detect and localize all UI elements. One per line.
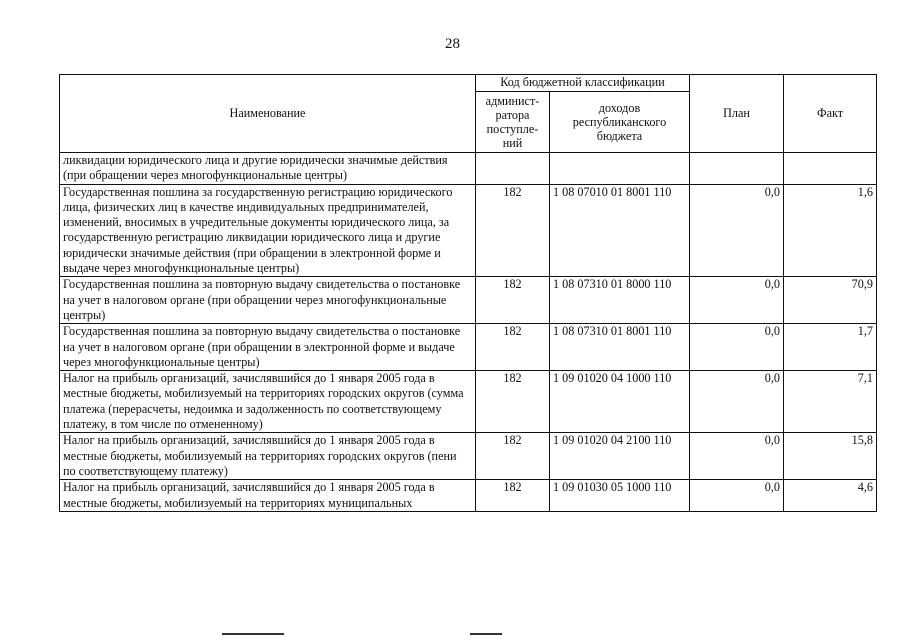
row-name: Налог на прибыль организаций, зачислявшийся до 1 января 2005 года в местные бюджеты, мобилизуемый на территориях городских округов (сумма платежа (перерасчеты, недоимка и задолженность по соответствующему платежу, в том числе по отмененному) — [60, 371, 476, 433]
row-name: Государственная пошлина за повторную выдачу свидетельства о постановке на учет в налоговом органе (при обращении через многофункциональные центры) — [60, 277, 476, 324]
row-name: Налог на прибыль организаций, зачислявшийся до 1 января 2005 года в местные бюджеты, мобилизуемый на территориях городских округов (пени по соответствующему платежу) — [60, 433, 476, 480]
scan-mark-right — [470, 633, 502, 635]
row-budget-code: 1 08 07310 01 8000 110 — [550, 277, 690, 324]
row-fact: 7,1 — [784, 371, 877, 433]
row-plan: 0,0 — [690, 480, 784, 512]
header-fact: Факт — [784, 75, 877, 153]
row-admin-code: 182 — [476, 480, 550, 512]
row-admin-code: 182 — [476, 324, 550, 371]
row-plan: 0,0 — [690, 184, 784, 277]
row-fact: 4,6 — [784, 480, 877, 512]
row-plan: 0,0 — [690, 371, 784, 433]
scan-mark-left — [222, 633, 284, 635]
row-name: ликвидации юридического лица и другие юридически значимые действия (при обращении через многофункциональные центры) — [60, 153, 476, 185]
budget-income-table — [59, 74, 877, 512]
row-name: Налог на прибыль организаций, зачислявшийся до 1 января 2005 года в местные бюджеты, мобилизуемый на территориях муниципальных — [60, 480, 476, 512]
row-admin-code: 182 — [476, 184, 550, 277]
row-fact — [784, 153, 877, 185]
header-code-group: Код бюджетной классификации — [476, 75, 690, 92]
page-number: 28 — [445, 36, 460, 52]
row-fact: 15,8 — [784, 433, 877, 480]
table-row — [60, 433, 877, 480]
table-row — [60, 184, 877, 277]
row-budget-code: 1 08 07310 01 8001 110 — [550, 324, 690, 371]
table-row — [60, 324, 877, 371]
row-fact: 1,7 — [784, 324, 877, 371]
table-row — [60, 277, 877, 324]
row-budget-code: 1 08 07010 01 8001 110 — [550, 184, 690, 277]
row-admin-code: 182 — [476, 371, 550, 433]
row-budget-code — [550, 153, 690, 185]
header-name: Наименование — [60, 75, 476, 153]
row-plan: 0,0 — [690, 324, 784, 371]
row-admin-code: 182 — [476, 433, 550, 480]
row-plan: 0,0 — [690, 277, 784, 324]
row-admin-code: 182 — [476, 277, 550, 324]
row-budget-code: 1 09 01020 04 2100 110 — [550, 433, 690, 480]
row-plan: 0,0 — [690, 433, 784, 480]
row-fact: 1,6 — [784, 184, 877, 277]
header-admin: админист-ратора поступле-ний — [476, 92, 550, 153]
row-name: Государственная пошлина за государственную регистрацию юридического лица, физических лиц в качестве индивидуальных предпринимателей, изменений, вносимых в учредительные документы юридического лица, за государственную регистрацию ликвидации юридического лица и другие юридически значимые действия (при обращении в электронной форме и выдаче через многофункциональные центры) — [60, 184, 476, 277]
table-row — [60, 480, 877, 512]
row-budget-code: 1 09 01020 04 1000 110 — [550, 371, 690, 433]
header-plan: План — [690, 75, 784, 153]
table-row — [60, 371, 877, 433]
header-row — [60, 75, 877, 92]
table-row — [60, 153, 877, 185]
row-fact: 70,9 — [784, 277, 877, 324]
row-plan — [690, 153, 784, 185]
header-income: доходов республиканского бюджета — [550, 92, 690, 153]
row-budget-code: 1 09 01030 05 1000 110 — [550, 480, 690, 512]
row-name: Государственная пошлина за повторную выдачу свидетельства о постановке на учет в налоговом органе (при обращении в электронной форме и выдаче через многофункциональные центры) — [60, 324, 476, 371]
row-admin-code — [476, 153, 550, 185]
